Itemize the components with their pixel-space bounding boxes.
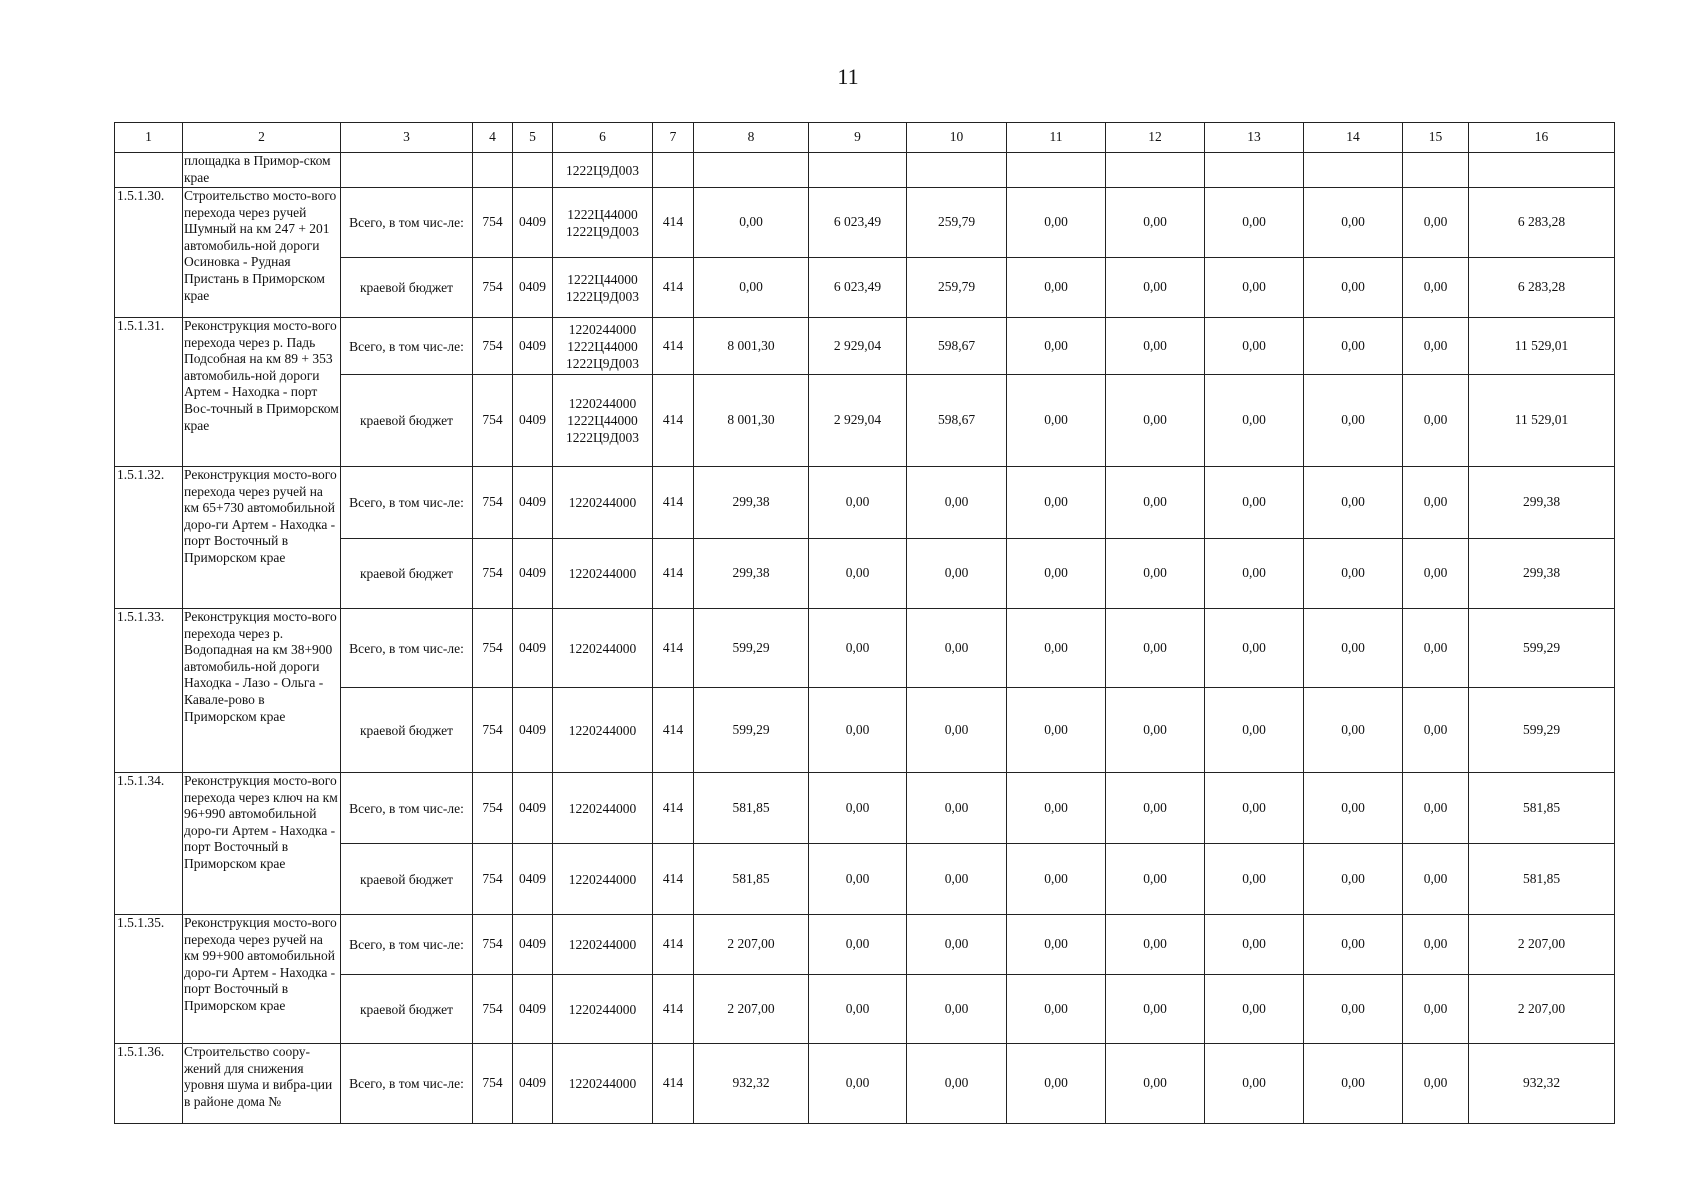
amount-cell-col-13: 0,00 (1205, 773, 1304, 844)
amount-cell-col-16: 6 283,28 (1469, 188, 1615, 258)
table-row (115, 153, 1615, 188)
column-header-5: 5 (513, 123, 553, 153)
csr-code-cell: 1220244000 1222Ц44000 1222Ц9Д003 (553, 318, 653, 375)
amount-cell-col-15: 0,00 (1403, 188, 1469, 258)
column-header-8: 8 (694, 123, 809, 153)
vr-cell: 414 (653, 844, 694, 915)
amount-cell-col-16: 2 207,00 (1469, 915, 1615, 975)
amount-cell-col-11: 0,00 (1007, 688, 1106, 773)
amount-cell-col-16: 581,85 (1469, 773, 1615, 844)
amount-cell-col-10: 259,79 (907, 188, 1007, 258)
empty-cell (1469, 153, 1615, 188)
csr-code-cell: 1220244000 (553, 915, 653, 975)
amount-cell-col-11: 0,00 (1007, 258, 1106, 318)
amount-cell-col-13: 0,00 (1205, 609, 1304, 688)
funding-source-cell: краевой бюджет (341, 975, 473, 1044)
column-header-1: 1 (115, 123, 183, 153)
amount-cell-col-15: 0,00 (1403, 915, 1469, 975)
amount-cell-col-15: 0,00 (1403, 375, 1469, 467)
amount-cell-col-10: 0,00 (907, 773, 1007, 844)
empty-cell (907, 153, 1007, 188)
csr-code-cell: 1220244000 (553, 539, 653, 609)
amount-cell-col-12: 0,00 (1106, 188, 1205, 258)
amount-cell-col-9: 6 023,49 (809, 258, 907, 318)
empty-cell (809, 153, 907, 188)
amount-cell-col-11: 0,00 (1007, 1044, 1106, 1124)
amount-cell-col-12: 0,00 (1106, 318, 1205, 375)
vr-cell: 414 (653, 318, 694, 375)
column-header-14: 14 (1304, 123, 1403, 153)
amount-cell-col-13: 0,00 (1205, 1044, 1304, 1124)
amount-cell-col-15: 0,00 (1403, 688, 1469, 773)
table-row (115, 318, 1615, 375)
amount-cell-col-13: 0,00 (1205, 844, 1304, 915)
amount-cell-col-11: 0,00 (1007, 375, 1106, 467)
amount-cell-col-10: 598,67 (907, 375, 1007, 467)
amount-cell-col-9: 0,00 (809, 915, 907, 975)
item-name-cell: Реконструкция мосто-вого перехода через ручей на км 99+900 автомобильной доро-ги Артем - Находка - порт Восточный в Приморском крае (183, 915, 341, 1044)
amount-cell-col-14: 0,00 (1304, 375, 1403, 467)
amount-cell-col-8: 599,29 (694, 609, 809, 688)
item-name-cell: площадка в Примор-ском крае (183, 153, 341, 188)
amount-cell-col-8: 0,00 (694, 188, 809, 258)
grbs-cell: 754 (473, 375, 513, 467)
amount-cell-col-14: 0,00 (1304, 609, 1403, 688)
funding-source-cell: Всего, в том чис-ле: (341, 467, 473, 539)
amount-cell-col-11: 0,00 (1007, 844, 1106, 915)
funding-source-cell: краевой бюджет (341, 539, 473, 609)
rzpr-cell: 0409 (513, 1044, 553, 1124)
amount-cell-col-14: 0,00 (1304, 915, 1403, 975)
rzpr-cell: 0409 (513, 318, 553, 375)
amount-cell-col-12: 0,00 (1106, 975, 1205, 1044)
csr-code-cell: 1220244000 (553, 1044, 653, 1124)
amount-cell-col-13: 0,00 (1205, 915, 1304, 975)
item-name-cell: Реконструкция мосто-вого перехода через р. Водопадная на км 38+900 автомобиль-ной дороги Находка - Лазо - Ольга - Кавале-рово в Приморском крае (183, 609, 341, 773)
amount-cell-col-15: 0,00 (1403, 975, 1469, 1044)
budget-table (114, 122, 1615, 1124)
vr-cell: 414 (653, 688, 694, 773)
header-row (115, 123, 1615, 153)
column-header-2: 2 (183, 123, 341, 153)
amount-cell-col-15: 0,00 (1403, 318, 1469, 375)
page-number: 11 (837, 64, 859, 89)
csr-code-cell: 1220244000 1222Ц44000 1222Ц9Д003 (553, 375, 653, 467)
amount-cell-col-13: 0,00 (1205, 539, 1304, 609)
column-header-15: 15 (1403, 123, 1469, 153)
column-header-12: 12 (1106, 123, 1205, 153)
amount-cell-col-14: 0,00 (1304, 318, 1403, 375)
funding-source-cell: краевой бюджет (341, 688, 473, 773)
amount-cell-col-9: 0,00 (809, 773, 907, 844)
amount-cell-col-11: 0,00 (1007, 467, 1106, 539)
vr-cell: 414 (653, 773, 694, 844)
amount-cell-col-14: 0,00 (1304, 773, 1403, 844)
empty-cell (694, 153, 809, 188)
amount-cell-col-12: 0,00 (1106, 773, 1205, 844)
amount-cell-col-16: 6 283,28 (1469, 258, 1615, 318)
empty-cell (513, 153, 553, 188)
amount-cell-col-9: 2 929,04 (809, 318, 907, 375)
csr-code-cell: 1220244000 (553, 688, 653, 773)
amount-cell-col-12: 0,00 (1106, 688, 1205, 773)
amount-cell-col-9: 0,00 (809, 1044, 907, 1124)
empty-cell (1007, 153, 1106, 188)
amount-cell-col-13: 0,00 (1205, 318, 1304, 375)
amount-cell-col-10: 598,67 (907, 318, 1007, 375)
amount-cell-col-8: 581,85 (694, 773, 809, 844)
amount-cell-col-10: 0,00 (907, 915, 1007, 975)
amount-cell-col-8: 599,29 (694, 688, 809, 773)
csr-code-cell: 1222Ц44000 1222Ц9Д003 (553, 188, 653, 258)
amount-cell-col-15: 0,00 (1403, 773, 1469, 844)
rzpr-cell: 0409 (513, 915, 553, 975)
amount-cell-col-10: 0,00 (907, 467, 1007, 539)
amount-cell-col-13: 0,00 (1205, 467, 1304, 539)
amount-cell-col-14: 0,00 (1304, 975, 1403, 1044)
amount-cell-col-16: 299,38 (1469, 467, 1615, 539)
amount-cell-col-16: 2 207,00 (1469, 975, 1615, 1044)
empty-cell (473, 153, 513, 188)
grbs-cell: 754 (473, 688, 513, 773)
vr-cell: 414 (653, 1044, 694, 1124)
table-row (115, 609, 1615, 688)
item-code-cell: 1.5.1.32. (115, 467, 183, 609)
amount-cell-col-9: 6 023,49 (809, 188, 907, 258)
item-name-cell: Реконструкция мосто-вого перехода через ключ на км 96+990 автомобильной доро-ги Артем - Находка - порт Восточный в Приморском крае (183, 773, 341, 915)
rzpr-cell: 0409 (513, 188, 553, 258)
column-header-7: 7 (653, 123, 694, 153)
funding-source-cell: Всего, в том чис-ле: (341, 188, 473, 258)
amount-cell-col-11: 0,00 (1007, 609, 1106, 688)
column-header-10: 10 (907, 123, 1007, 153)
table-row (115, 467, 1615, 539)
grbs-cell: 754 (473, 467, 513, 539)
grbs-cell: 754 (473, 1044, 513, 1124)
item-code-cell: 1.5.1.30. (115, 188, 183, 318)
amount-cell-col-14: 0,00 (1304, 844, 1403, 915)
amount-cell-col-15: 0,00 (1403, 609, 1469, 688)
rzpr-cell: 0409 (513, 258, 553, 318)
amount-cell-col-14: 0,00 (1304, 258, 1403, 318)
empty-cell (1403, 153, 1469, 188)
vr-cell: 414 (653, 539, 694, 609)
item-code-cell: 1.5.1.36. (115, 1044, 183, 1124)
amount-cell-col-11: 0,00 (1007, 539, 1106, 609)
item-code-cell: 1.5.1.35. (115, 915, 183, 1044)
column-header-16: 16 (1469, 123, 1615, 153)
amount-cell-col-16: 581,85 (1469, 844, 1615, 915)
grbs-cell: 754 (473, 975, 513, 1044)
table-body (115, 123, 1615, 1124)
amount-cell-col-13: 0,00 (1205, 688, 1304, 773)
amount-cell-col-11: 0,00 (1007, 188, 1106, 258)
rzpr-cell: 0409 (513, 844, 553, 915)
amount-cell-col-8: 2 207,00 (694, 975, 809, 1044)
grbs-cell: 754 (473, 539, 513, 609)
amount-cell-col-9: 0,00 (809, 975, 907, 1044)
amount-cell-col-13: 0,00 (1205, 975, 1304, 1044)
item-name-cell: Реконструкция мосто-вого перехода через р. Падь Подсобная на км 89 + 353 автомобиль-ной дороги Артем - Находка - порт Вос-точный в Приморском крае (183, 318, 341, 467)
vr-cell: 414 (653, 915, 694, 975)
funding-source-cell: Всего, в том чис-ле: (341, 773, 473, 844)
amount-cell-col-8: 8 001,30 (694, 318, 809, 375)
amount-cell-col-10: 0,00 (907, 609, 1007, 688)
amount-cell-col-16: 599,29 (1469, 609, 1615, 688)
amount-cell-col-8: 0,00 (694, 258, 809, 318)
amount-cell-col-11: 0,00 (1007, 915, 1106, 975)
amount-cell-col-16: 299,38 (1469, 539, 1615, 609)
amount-cell-col-16: 932,32 (1469, 1044, 1615, 1124)
amount-cell-col-9: 0,00 (809, 688, 907, 773)
funding-source-cell: Всего, в том чис-ле: (341, 915, 473, 975)
item-code-cell (115, 153, 183, 188)
amount-cell-col-12: 0,00 (1106, 467, 1205, 539)
amount-cell-col-11: 0,00 (1007, 318, 1106, 375)
vr-cell: 414 (653, 609, 694, 688)
rzpr-cell: 0409 (513, 688, 553, 773)
amount-cell-col-13: 0,00 (1205, 258, 1304, 318)
table-row (115, 915, 1615, 975)
funding-source-cell: Всего, в том чис-ле: (341, 318, 473, 375)
amount-cell-col-12: 0,00 (1106, 539, 1205, 609)
amount-cell-col-10: 259,79 (907, 258, 1007, 318)
amount-cell-col-8: 581,85 (694, 844, 809, 915)
amount-cell-col-9: 0,00 (809, 467, 907, 539)
amount-cell-col-15: 0,00 (1403, 844, 1469, 915)
vr-cell: 414 (653, 188, 694, 258)
vr-cell: 414 (653, 467, 694, 539)
empty-cell (341, 153, 473, 188)
csr-code-cell: 1220244000 (553, 773, 653, 844)
csr-code-cell: 1220244000 (553, 844, 653, 915)
funding-source-cell: краевой бюджет (341, 844, 473, 915)
rzpr-cell: 0409 (513, 375, 553, 467)
item-code-cell: 1.5.1.33. (115, 609, 183, 773)
item-code-cell: 1.5.1.31. (115, 318, 183, 467)
column-header-3: 3 (341, 123, 473, 153)
amount-cell-col-15: 0,00 (1403, 1044, 1469, 1124)
item-name-cell: Строительство соору-жений для снижения уровня шума и вибра-ции в районе дома № (183, 1044, 341, 1124)
rzpr-cell: 0409 (513, 975, 553, 1044)
csr-code-cell: 1220244000 (553, 975, 653, 1044)
amount-cell-col-9: 0,00 (809, 609, 907, 688)
amount-cell-col-14: 0,00 (1304, 188, 1403, 258)
amount-cell-col-8: 299,38 (694, 539, 809, 609)
grbs-cell: 754 (473, 318, 513, 375)
vr-cell: 414 (653, 975, 694, 1044)
amount-cell-col-10: 0,00 (907, 844, 1007, 915)
rzpr-cell: 0409 (513, 467, 553, 539)
grbs-cell: 754 (473, 258, 513, 318)
amount-cell-col-10: 0,00 (907, 539, 1007, 609)
grbs-cell: 754 (473, 773, 513, 844)
csr-code-cell: 1220244000 (553, 609, 653, 688)
csr-code-cell: 1222Ц44000 1222Ц9Д003 (553, 258, 653, 318)
amount-cell-col-15: 0,00 (1403, 539, 1469, 609)
rzpr-cell: 0409 (513, 609, 553, 688)
grbs-cell: 754 (473, 844, 513, 915)
table-row (115, 188, 1615, 258)
amount-cell-col-10: 0,00 (907, 1044, 1007, 1124)
amount-cell-col-12: 0,00 (1106, 915, 1205, 975)
amount-cell-col-12: 0,00 (1106, 844, 1205, 915)
amount-cell-col-16: 599,29 (1469, 688, 1615, 773)
grbs-cell: 754 (473, 609, 513, 688)
grbs-cell: 754 (473, 915, 513, 975)
amount-cell-col-15: 0,00 (1403, 467, 1469, 539)
amount-cell-col-13: 0,00 (1205, 375, 1304, 467)
column-header-11: 11 (1007, 123, 1106, 153)
column-header-9: 9 (809, 123, 907, 153)
funding-source-cell: краевой бюджет (341, 258, 473, 318)
amount-cell-col-9: 2 929,04 (809, 375, 907, 467)
amount-cell-col-12: 0,00 (1106, 258, 1205, 318)
amount-cell-col-14: 0,00 (1304, 467, 1403, 539)
item-name-cell: Строительство мосто-вого перехода через ручей Шумный на км 247 + 201 автомобиль-ной дороги Осиновка - Рудная Пристань в Приморском крае (183, 188, 341, 318)
item-code-cell: 1.5.1.34. (115, 773, 183, 915)
amount-cell-col-12: 0,00 (1106, 609, 1205, 688)
amount-cell-col-10: 0,00 (907, 688, 1007, 773)
amount-cell-col-16: 11 529,01 (1469, 318, 1615, 375)
table-row (115, 1044, 1615, 1124)
csr-code-cell: 1222Ц9Д003 (553, 153, 653, 188)
csr-code-cell: 1220244000 (553, 467, 653, 539)
amount-cell-col-15: 0,00 (1403, 258, 1469, 318)
amount-cell-col-8: 2 207,00 (694, 915, 809, 975)
column-header-6: 6 (553, 123, 653, 153)
amount-cell-col-9: 0,00 (809, 539, 907, 609)
item-name-cell: Реконструкция мосто-вого перехода через ручей на км 65+730 автомобильной доро-ги Артем - Находка - порт Восточный в Приморском крае (183, 467, 341, 609)
vr-cell: 414 (653, 258, 694, 318)
amount-cell-col-12: 0,00 (1106, 1044, 1205, 1124)
amount-cell-col-11: 0,00 (1007, 975, 1106, 1044)
amount-cell-col-14: 0,00 (1304, 1044, 1403, 1124)
empty-cell (1304, 153, 1403, 188)
rzpr-cell: 0409 (513, 539, 553, 609)
empty-cell (1205, 153, 1304, 188)
amount-cell-col-8: 299,38 (694, 467, 809, 539)
vr-cell: 414 (653, 375, 694, 467)
empty-cell (1106, 153, 1205, 188)
amount-cell-col-9: 0,00 (809, 844, 907, 915)
table-row (115, 773, 1615, 844)
amount-cell-col-12: 0,00 (1106, 375, 1205, 467)
amount-cell-col-13: 0,00 (1205, 188, 1304, 258)
amount-cell-col-8: 932,32 (694, 1044, 809, 1124)
grbs-cell: 754 (473, 188, 513, 258)
amount-cell-col-10: 0,00 (907, 975, 1007, 1044)
column-header-13: 13 (1205, 123, 1304, 153)
funding-source-cell: краевой бюджет (341, 375, 473, 467)
funding-source-cell: Всего, в том чис-ле: (341, 1044, 473, 1124)
amount-cell-col-14: 0,00 (1304, 539, 1403, 609)
amount-cell-col-16: 11 529,01 (1469, 375, 1615, 467)
amount-cell-col-14: 0,00 (1304, 688, 1403, 773)
rzpr-cell: 0409 (513, 773, 553, 844)
amount-cell-col-11: 0,00 (1007, 773, 1106, 844)
amount-cell-col-8: 8 001,30 (694, 375, 809, 467)
funding-source-cell: Всего, в том чис-ле: (341, 609, 473, 688)
column-header-4: 4 (473, 123, 513, 153)
empty-cell (653, 153, 694, 188)
